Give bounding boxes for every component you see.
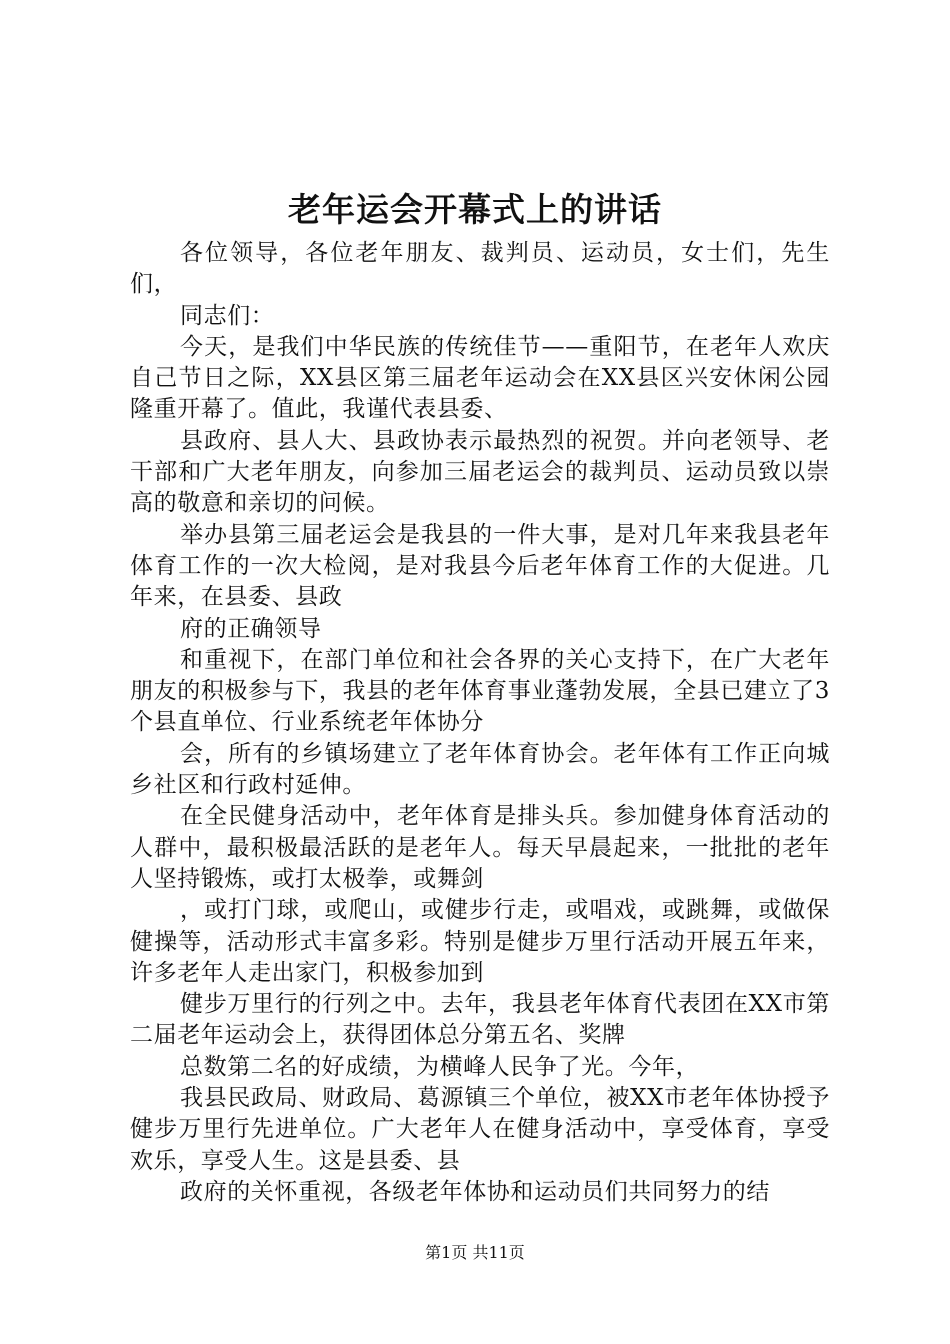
paragraph: 县政府、县人大、县政协表示最热烈的祝贺。并向老领导、老干部和广大老年朋友，向参加三届老运会的裁判员、运动员致以崇高的敬意和亲切的问候。	[130, 427, 830, 517]
paragraph: 在全民健身活动中，老年体育是排头兵。参加健身体育活动的人群中，最积极最活跃的是老年人。每天早晨起来，一批批的老年人坚持锻炼，或打太极拳，或舞剑	[130, 803, 830, 892]
page-number-footer: 第1页 共11页	[425, 1243, 525, 1262]
paragraph: 府的正确领导	[180, 615, 322, 642]
paragraph: 政府的关怀重视，各级老年体协和运动员们共同努力的结	[180, 1178, 770, 1205]
paragraph: 各位领导，各位老年朋友、裁判员、运动员，女士们，先生们，	[130, 240, 830, 298]
document-title: 老年运会开幕式上的讲话	[288, 190, 662, 229]
paragraph: 和重视下，在部门单位和社会各界的关心支持下，在广大老年朋友的积极参与下，我县的老年体育事业蓬勃发展，全县已建立了3个县直单位、行业系统老年体协分	[130, 646, 830, 736]
paragraph: 总数第二名的好成绩，为横峰人民争了光。今年，	[180, 1053, 700, 1080]
paragraph: 同志们：	[180, 302, 275, 329]
paragraph: 健步万里行的行列之中。去年，我县老年体育代表团在XX市第二届老年运动会上，获得团体总分第五名、奖牌	[130, 991, 830, 1049]
paragraph: 会，所有的乡镇场建立了老年体育协会。老年体有工作正向城乡社区和行政村延伸。	[130, 740, 830, 799]
paragraph: 今天，是我们中华民族的传统佳节——重阳节，在老年人欢庆自己节日之际，XX县区第三届老年运动会在XX县区兴安休闲公园隆重开幕了。值此，我谨代表县委、	[130, 333, 830, 423]
document-body	[130, 238, 830, 1208]
paragraph: 举办县第三届老运会是我县的一件大事，是对几年来我县老年体育工作的一次大检阅，是对我县今后老年体育工作的大促进。几年来，在县委、县政	[130, 521, 830, 611]
paragraph: 我县民政局、财政局、葛源镇三个单位，被XX市老年体协授予健步万里行先进单位。广大老年人在健身活动中，享受体育，享受欢乐，享受人生。这是县委、县	[130, 1085, 830, 1174]
paragraph: ，或打门球，或爬山，或健步行走，或唱戏，或跳舞，或做保健操等，活动形式丰富多彩。特别是健步万里行活动开展五年来，许多老年人走出家门，积极参加到	[130, 897, 830, 986]
